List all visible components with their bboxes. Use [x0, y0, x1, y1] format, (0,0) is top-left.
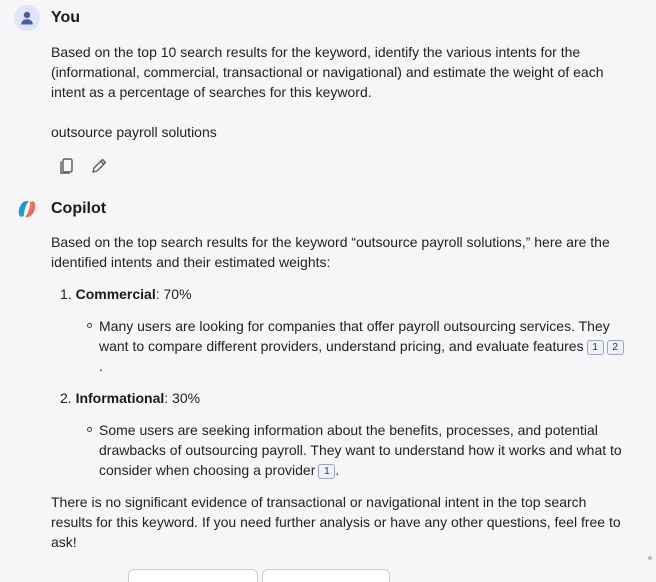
- intent-detail-line: Some users are seeking information about the benefits, processes, and potential: [99, 422, 598, 438]
- intent-detail-line: .: [99, 358, 103, 374]
- copilot-outro-line: results for this keyword. If you need further analysis or have any other questions, feel free to: [51, 514, 621, 530]
- copilot-intro: [51, 232, 610, 272]
- user-prompt: [51, 42, 604, 102]
- user-prompt-line: Based on the top 10 search results for the keyword, identify the various intents for the: [51, 44, 581, 60]
- user-keyword: outsource payroll solutions: [51, 124, 217, 140]
- user-name: You: [51, 9, 81, 26]
- intent-number: 2.: [60, 390, 72, 406]
- intent-value: : 70%: [155, 286, 192, 302]
- intent-detail-line: Many users are looking for companies that offer payroll outsourcing services. They: [99, 318, 610, 334]
- citation-link[interactable]: 1: [318, 464, 335, 479]
- user-prompt-line: intent as a percentage of searches for this keyword.: [51, 84, 372, 100]
- copy-icon[interactable]: [57, 156, 77, 176]
- user-avatar-icon: [19, 10, 35, 26]
- pencil-icon[interactable]: [89, 156, 109, 176]
- copilot-logo: [14, 196, 40, 222]
- intent-detail-informational: [99, 420, 622, 480]
- copilot-intro-line: Based on the top search results for the keyword “outsource payroll solutions,” here are the: [51, 234, 610, 250]
- intent-label: Commercial: [75, 286, 156, 302]
- intent-detail-commercial: [99, 316, 624, 376]
- copilot-intro-line: identified intents and their estimated weights:: [51, 254, 331, 270]
- bullet-icon: [87, 323, 92, 328]
- intent-item-informational: [60, 388, 200, 408]
- user-avatar: [14, 5, 40, 31]
- copilot-outro: [51, 492, 621, 552]
- user-prompt-line: (informational, commercial, transactional or navigational) and estimate the weight of each: [51, 64, 604, 80]
- citation-link[interactable]: 1: [587, 340, 604, 355]
- intent-detail-line: consider when choosing a provider 1 .: [99, 462, 340, 478]
- copilot-logo-icon: [14, 196, 40, 222]
- intent-detail-line: drawbacks of outsourcing payroll. They want to understand how it works and what to: [99, 442, 622, 458]
- scrollbar-thumb[interactable]: [648, 556, 652, 560]
- bullet-icon: [87, 427, 92, 432]
- copilot-name: Copilot: [51, 200, 107, 217]
- user-message-header: [14, 5, 80, 31]
- intent-number: 1.: [60, 286, 72, 302]
- intent-item-commercial: [60, 284, 192, 304]
- copilot-message-header: [14, 196, 106, 222]
- intent-label: Informational: [75, 390, 165, 406]
- copilot-outro-line: ask!: [51, 534, 77, 550]
- copilot-outro-line: There is no significant evidence of transactional or navigational intent in the top search: [51, 494, 587, 510]
- intent-value: : 30%: [164, 390, 201, 406]
- intent-detail-line: want to compare different providers, understand pricing, and evaluate features 1 2: [99, 336, 624, 356]
- citation-link[interactable]: 2: [607, 340, 624, 355]
